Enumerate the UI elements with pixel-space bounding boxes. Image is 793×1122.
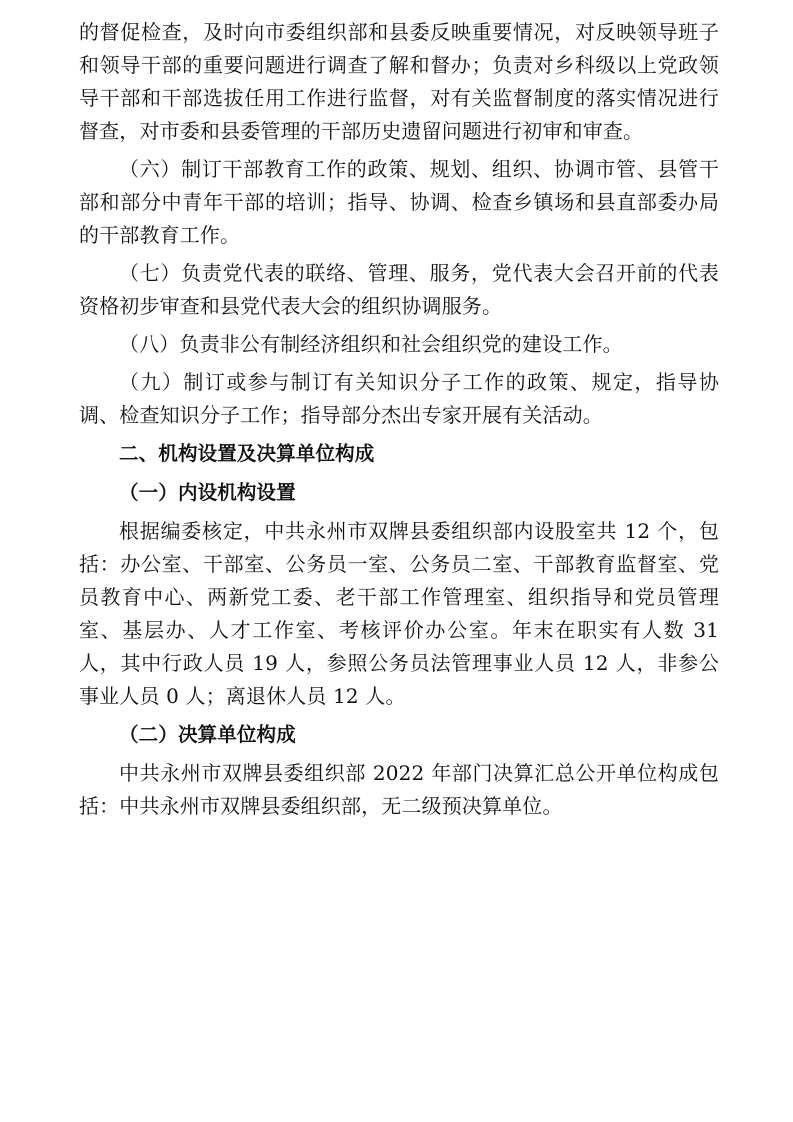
subheading-internal-structure: （一）内设机构设置 [119,481,296,504]
subheading-final-accounts-units: （二）决算单位构成 [119,723,296,746]
section-heading-institutions: 二、机构设置及决算单位构成 [119,442,375,465]
paragraph-item-7: （七）负责党代表的联络、管理、服务，党代表大会召开前的代表资格初步审查和县党代表大会的组织协调服务。 [79,261,719,318]
paragraph-item-8: （八）负责非公有制经济组织和社会组织党的建设工作。 [119,332,623,356]
paragraph-internal-structure: 根据编委核定，中共永州市双牌县委组织部内设股室共 12 个，包括：办公室、干部室、公务员一室、公务员二室、干部教育监督室、党员教育中心、两新党工委、老干部工作管理室、组织指导和党员管理室、基层办、人才工作室、考核评价办公室。年末在职实有人数 31 人，其中行政人员 19 人，参照公务员法管理事业人员 12 人，非参公事业人员 0 人；离退休人员 12 人。 [79,519,719,708]
paragraph-continued: 的督促检查，及时向市委组织部和县委反映重要情况，对反映领导班子和领导干部的重要问题进行调查了解和督办；负责对乡科级以上党政领导干部和干部选拔任用工作进行监督，对有关监督制度的落实情况进行督查，对市委和县委管理的干部历史遗留问题进行初审和审查。 [79,20,719,143]
document-page [79,16,719,828]
paragraph-final-accounts-units: 中共永州市双牌县委组织部 2022 年部门决算汇总公开单位构成包括：中共永州市双牌县委组织部，无二级预决算单位。 [79,761,719,818]
paragraph-item-6: （六）制订干部教育工作的政策、规划、组织、协调市管、县管干部和部分中青年干部的培训；指导、协调、检查乡镇场和县直部委办局的干部教育工作。 [79,157,719,247]
paragraph-item-9: （九）制订或参与制订有关知识分子工作的政策、规定，指导协调、检查知识分子工作；指导部分杰出专家开展有关活动。 [79,370,719,427]
